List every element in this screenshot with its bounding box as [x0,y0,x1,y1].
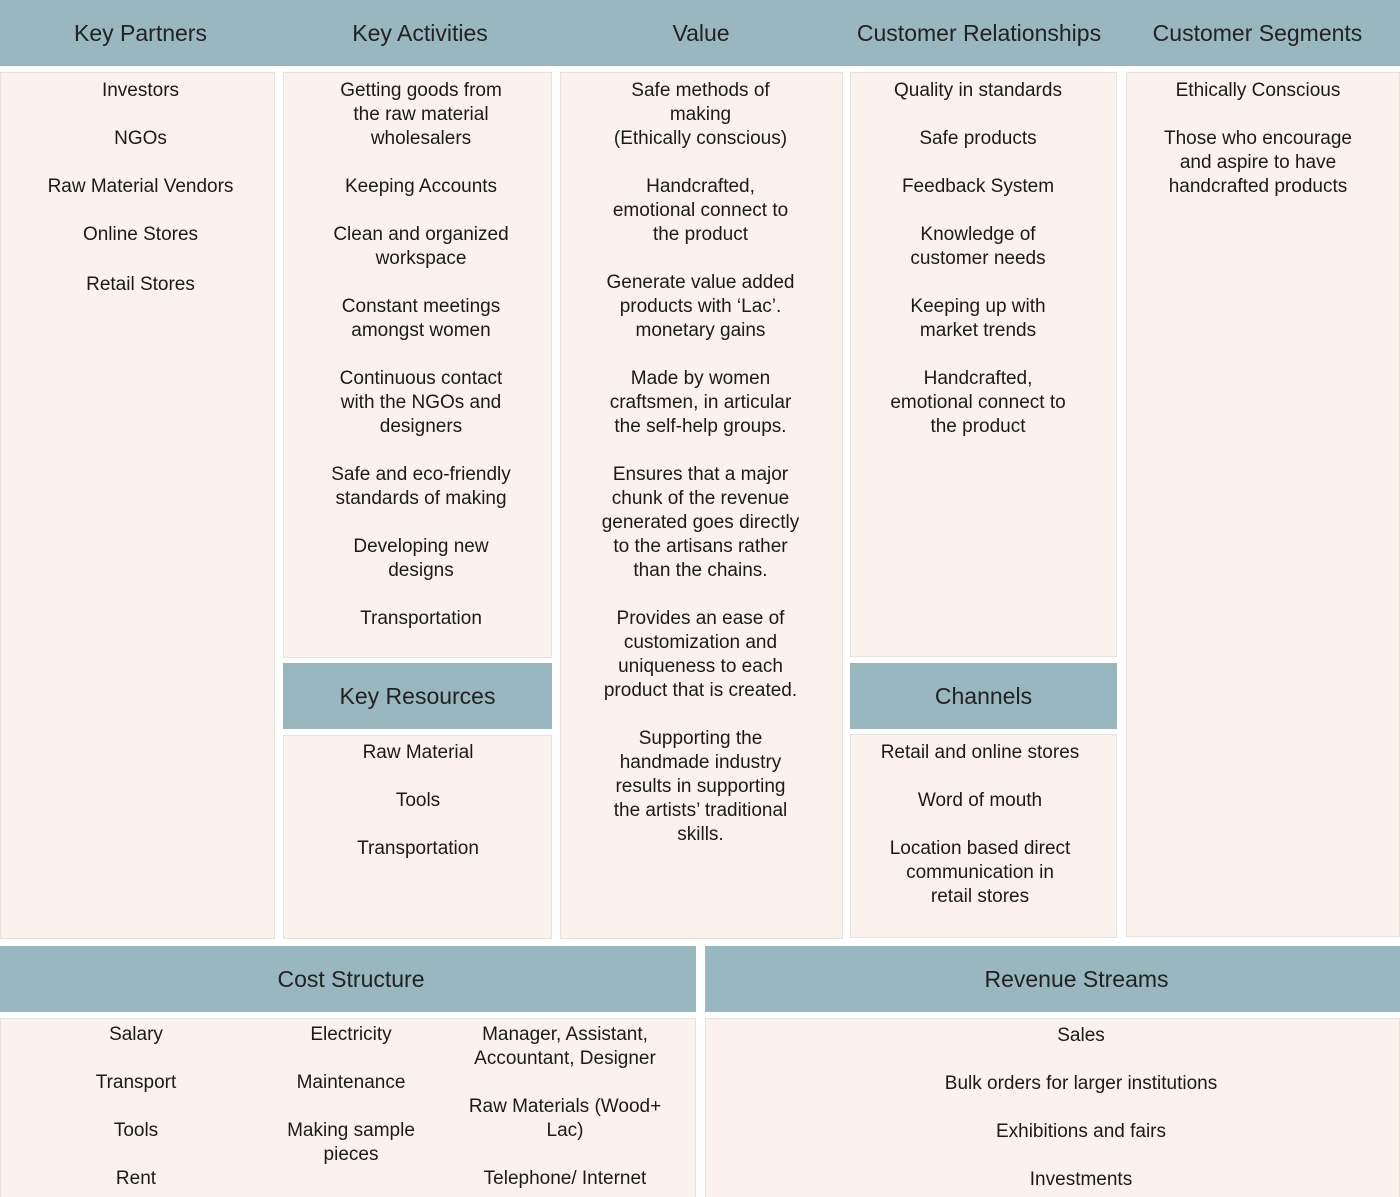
key-partner-item: Raw Material Vendors [47,176,234,197]
key-activity-item: Safe and eco-friendly standards of making [331,464,511,509]
cost-item: Manager, Assistant, Accountant, Designer [474,1024,656,1069]
key-partner-item: Investors [101,80,180,101]
key-activity-item: Getting goods from the raw material wholesalers [340,80,502,149]
key-resources-header: Key Resources [283,663,552,729]
customer-relationship-item: Safe products [919,128,1037,149]
revenue-item: Exhibitions and fairs [995,1121,1167,1142]
cost-item: Tools [113,1120,159,1141]
revenue-item: Investments [1029,1169,1133,1190]
revenue-item: Bulk orders for larger institutions [944,1073,1218,1094]
customer-relationships-list [843,79,1113,439]
key-activity-item: Constant meetings amongst women [341,296,501,341]
key-resources-list [283,741,553,861]
value-item: Made by women craftsmen, in articular the self-help groups. [609,368,792,437]
customer-relationship-item: Feedback System [901,176,1055,197]
channel-item: Word of mouth [917,790,1043,811]
value-item: Handcrafted, emotional connect to the product [612,176,789,245]
customer-segments-list [1120,79,1396,199]
cost-item: Electricity [310,1024,392,1045]
value-item: Safe methods of making (Ethically conscious) [613,80,788,149]
header-customer-relationships: Customer Relationships [856,19,1102,46]
channel-item: Location based direct communication in retail stores [889,838,1071,907]
key-activity-item: Continuous contact with the NGOs and designers [339,368,503,437]
header-customer-segments: Customer Segments [1152,19,1363,46]
header-cost-structure: Cost Structure [277,965,425,992]
value-list [560,79,841,847]
value-item: Supporting the handmade industry results in supporting the artists’ traditional skills. [613,728,788,845]
key-partner-item: Retail Stores [86,274,195,295]
key-partners-list [0,79,281,297]
cost-item: Raw Materials (Wood+ Lac) [468,1096,662,1141]
customer-relationship-item: Quality in standards [894,80,1062,101]
customer-relationship-item: Keeping up with market trends [910,296,1046,341]
key-resource-item: Transportation [357,838,479,859]
cost-col3-list [456,1023,674,1191]
customer-segment-item: Ethically Conscious [1175,80,1341,101]
header-key-partners: Key Partners [74,19,207,46]
key-resource-item: Tools [395,790,441,811]
header-value: Value [672,19,730,46]
key-activities-list [283,79,559,631]
channel-item: Retail and online stores [880,742,1080,763]
key-partner-item: NGOs [114,128,167,149]
cost-item: Rent [115,1168,157,1189]
key-activity-item: Transportation [360,608,482,629]
cost-item: Salary [109,1024,163,1045]
channels-header: Channels [850,663,1117,729]
cost-item: Telephone/ Internet [483,1168,647,1189]
revenue-item: Sales [1057,1025,1105,1046]
key-partner-item: Online Stores [82,224,199,245]
customer-segment-item: Those who encourage and aspire to have handcrafted products [1163,128,1352,197]
key-activity-item: Developing new designs [353,536,489,581]
cost-item: Transport [95,1072,177,1093]
cost-item: Maintenance [296,1072,406,1093]
header-revenue-streams: Revenue Streams [984,965,1169,992]
value-item: Ensures that a major chunk of the revenue generated goes directly to the artisans rather than the chains. [601,464,800,581]
cost-col2-list [250,1023,452,1167]
value-item: Provides an ease of customization and uniqueness to each product that is created. [603,608,798,701]
value-item: Generate value added products with ‘Lac’. monetary gains [606,272,795,341]
key-activity-item: Clean and organized workspace [333,224,509,269]
customer-segments-box [1126,72,1400,937]
customer-relationship-item: Handcrafted, emotional connect to the product [890,368,1066,437]
cost-col1-list [30,1023,242,1191]
revenue-streams-list [705,1024,1400,1192]
key-activity-item: Keeping Accounts [344,176,498,197]
channels-list [850,741,1110,909]
cost-item: Making sample pieces [287,1120,415,1165]
key-resource-item: Raw Material [362,742,474,763]
header-key-activities: Key Activities [352,19,488,46]
customer-relationship-item: Knowledge of customer needs [910,224,1046,269]
